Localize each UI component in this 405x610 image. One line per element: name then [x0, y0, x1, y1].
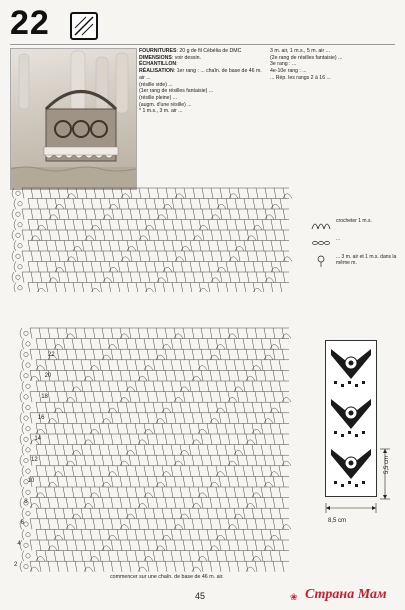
- watermark-logo-icon: ❀: [290, 592, 298, 602]
- instruction-paragraph: 4e-10e rang : ...: [270, 68, 307, 75]
- picot-symbol-icon: [310, 254, 332, 268]
- instruction-paragraph: 3e rang : ...: [270, 61, 297, 68]
- instruction-paragraph: RÉALISATION: 1er rang : ... chaîn. de base de 46 m. air ...: [139, 68, 262, 81]
- row-number-label: 22: [48, 352, 55, 358]
- instruction-paragraph: (résille pleine) ...: [139, 94, 178, 101]
- instructions-column-1: [139, 48, 265, 115]
- legend-item: ...: [310, 236, 400, 250]
- instruction-paragraph: (2e rang de résilles fantaisie) ...: [270, 54, 343, 61]
- chart-start-caption: commencer sur une chaîn. de base de 46 m. air.: [110, 574, 224, 580]
- height-dimension-label: 5,5 cm: [384, 455, 390, 474]
- header-divider: [10, 44, 395, 45]
- pattern-icon-box: [70, 12, 98, 40]
- row-number-label: 18: [41, 394, 48, 400]
- legend-item: ... 3 m. air et 1 m.s. dans la même m.: [310, 254, 400, 268]
- crochet-chart-bottom: [8, 320, 293, 575]
- width-dimension-line: [325, 500, 377, 516]
- row-number-label: 14: [34, 436, 42, 442]
- row-number-label: 2: [14, 562, 18, 568]
- instruction-paragraph: DIMENSIONS: voir dessin.: [139, 54, 201, 61]
- row-number-label: 10: [27, 478, 35, 484]
- instruction-paragraph: FOURNITURES: 20 g de fil Cébélia de DMC: [139, 48, 242, 54]
- page-number: 45: [195, 591, 206, 601]
- row-number-label: 20: [44, 373, 52, 379]
- legend-item: crocheter 1 m.s.: [310, 218, 400, 232]
- single-crochet-symbol-icon: [310, 218, 332, 232]
- product-photo: [10, 48, 137, 190]
- width-dimension-label: 8,5 cm: [328, 518, 347, 524]
- motif-diagram: [325, 340, 377, 497]
- instruction-paragraph: 3 m. air, 1 m.s., 5 m. air ...: [270, 48, 330, 54]
- crochet-chart-top: [8, 180, 293, 292]
- diagonal-lines-icon: [72, 14, 96, 38]
- instruction-paragraph: ... Rép. les rangs 2 à 16 ...: [270, 74, 331, 81]
- instruction-paragraph: (augm. d'une résille) ...: [139, 101, 192, 108]
- instruction-paragraph: (résille vide) ...: [139, 81, 173, 88]
- instruction-paragraph: ÉCHANTILLON:: [139, 61, 178, 68]
- row-number-label: 12: [31, 457, 38, 463]
- instruction-paragraph: * 1 m.s., 3 m. air ...: [139, 108, 183, 115]
- stitch-legend: [310, 218, 400, 272]
- row-number-label: 16: [37, 415, 45, 421]
- row-number-label: 8: [24, 499, 28, 505]
- chain-symbol-icon: [310, 236, 332, 250]
- instructions-column-2: [270, 48, 398, 82]
- filet-motif-icon: [326, 341, 376, 496]
- row-number-label: 6: [20, 520, 25, 526]
- pattern-number: 22: [10, 4, 50, 42]
- watermark: Страна Мам: [305, 587, 387, 602]
- row-number-label: 4: [17, 541, 21, 547]
- instruction-paragraph: (1er rang de résilles fantaisie) ...: [139, 88, 214, 95]
